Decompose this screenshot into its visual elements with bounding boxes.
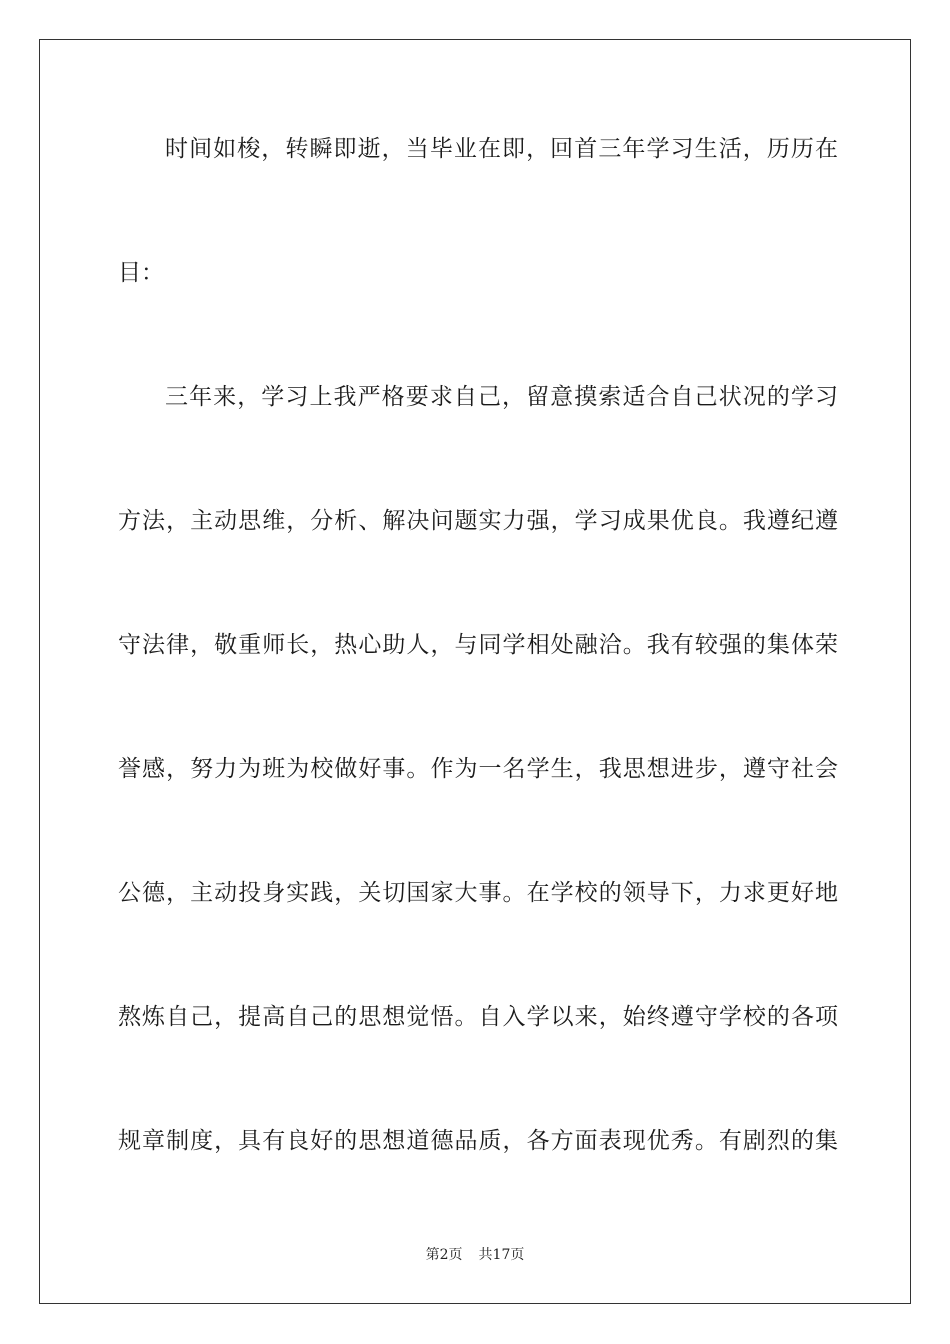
paragraph-2-line-1: 三年来，学习上我严格要求自己，留意摸索适合自己状况的学习 xyxy=(165,384,838,410)
paragraph-2-line-6: 熬炼自己，提高自己的思想觉悟。自入学以来，始终遵守学校的各项 xyxy=(118,1004,838,1030)
paragraph-2-line-3: 守法律，敬重师长，热心助人，与同学相处融洽。我有较强的集体荣 xyxy=(118,632,838,658)
total-pages: 共17页 xyxy=(478,1247,525,1263)
paragraph-2-line-5: 公德，主动投身实践，关切国家大事。在学校的领导下，力求更好地 xyxy=(118,880,838,906)
paragraph-1-line-2: 目： xyxy=(118,260,164,286)
paragraph-1-line-1: 时间如梭，转瞬即逝，当毕业在即，回首三年学习生活，历历在 xyxy=(165,136,838,162)
page-number: 第2页 xyxy=(425,1247,463,1263)
paragraph-2-line-7: 规章制度，具有良好的思想道德品质，各方面表现优秀。有剧烈的集 xyxy=(118,1128,838,1154)
paragraph-2-line-2: 方法，主动思维，分析、解决问题实力强，学习成果优良。我遵纪遵 xyxy=(118,508,838,534)
page-footer xyxy=(0,1245,950,1265)
page-border xyxy=(39,39,911,1304)
paragraph-2-line-4: 誉感，努力为班为校做好事。作为一名学生，我思想进步，遵守社会 xyxy=(118,756,838,782)
